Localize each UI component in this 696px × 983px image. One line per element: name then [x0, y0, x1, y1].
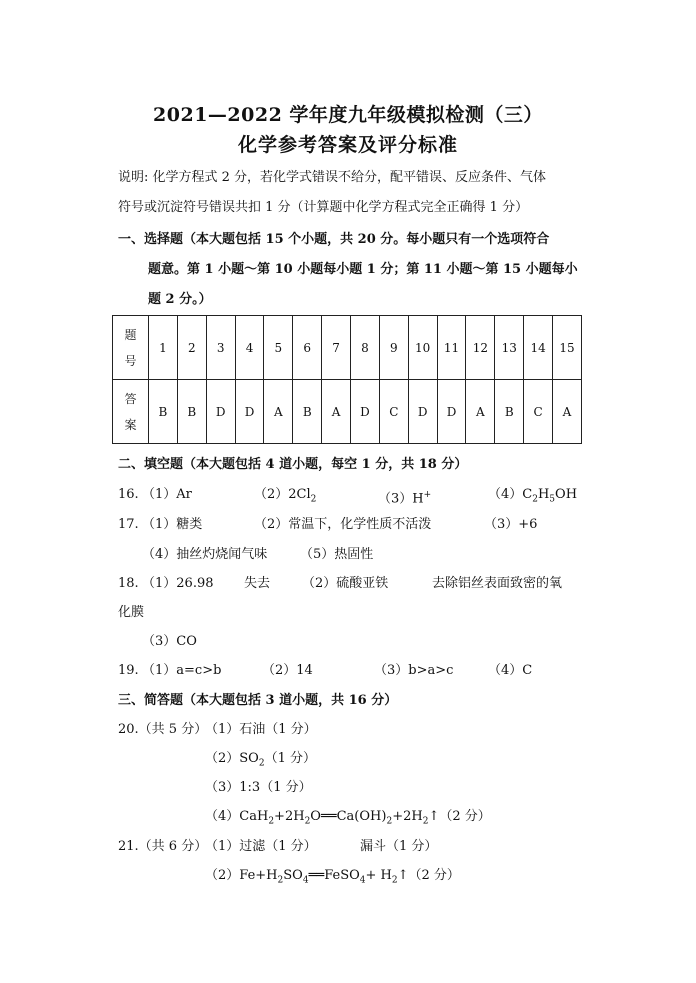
q21-answer-2-e: ↑（2 分）	[397, 868, 460, 883]
section1-heading-line-3: 题 2 分。）	[148, 292, 212, 307]
q20-answer-2-b: （1 分）	[264, 751, 316, 766]
answer-cell: A	[264, 380, 293, 444]
section1-heading-line-1: 一、选择题（本大题包括 15 个小题，共 20 分。每小题只有一个选项符合	[118, 232, 550, 247]
choice-answer-table	[112, 315, 582, 444]
q21-answer-1: （1）过滤（1 分）	[205, 839, 317, 854]
q17-number: 17.	[118, 517, 139, 532]
q16-answer-3-text: （3）H	[378, 491, 424, 507]
q19-answer-2: （2）14	[262, 663, 313, 678]
answer-cell: D	[408, 380, 437, 444]
q18-answer-2b: 去除铝丝表面致密的氧	[432, 576, 563, 591]
question-number: 10	[408, 316, 437, 380]
question-number: 4	[235, 316, 264, 380]
q16-answer-3	[378, 486, 431, 508]
q18-number: 18.	[118, 576, 139, 591]
q18-answer-1: （1）26.98	[142, 576, 214, 591]
question-number: 8	[351, 316, 380, 380]
q18-answer-1b: 失去	[244, 576, 271, 591]
q21-answer-2	[205, 867, 460, 890]
q16-answer-4-s1: 2	[532, 494, 538, 505]
q21-answer-2-s4: 2	[391, 875, 398, 886]
q18-answer-3: （3）CO	[142, 634, 197, 649]
answer-cell: D	[235, 380, 264, 444]
row-header-number-top: 题	[124, 327, 137, 342]
q21-answer-2-s2: 4	[302, 875, 309, 886]
q20-answer-4	[205, 808, 491, 831]
answer-cell: C	[524, 380, 553, 444]
q16-answer-4-a: （4）C	[488, 487, 533, 502]
q19-answer-3: （3）b>a>c	[374, 663, 454, 678]
question-number: 6	[293, 316, 322, 380]
note-line-1: 说明: 化学方程式 2 分，若化学式错误不给分，配平错误、反应条件、气体	[118, 170, 547, 185]
question-number: 2	[177, 316, 206, 380]
row-header-number-bottom: 号	[124, 353, 137, 368]
row-header-answer-top: 答	[124, 391, 137, 406]
section1-heading-line-2: 题意。第 1 小题～第 10 小题每小题 1 分；第 11 小题～第 15 小题每小	[148, 262, 578, 277]
q20-answer-4-d: +2H	[392, 809, 423, 824]
q16-answer-2-sub: 2	[310, 494, 317, 505]
q16-answer-2	[254, 486, 316, 509]
q18-answer-2c: 化膜	[118, 605, 145, 620]
q20-answer-4-e: ↑（2 分）	[428, 809, 491, 824]
question-number: 13	[495, 316, 524, 380]
q17-answer-1: （1）糖类	[142, 517, 203, 532]
q20-answer-3: （3）1:3（1 分）	[205, 780, 312, 795]
answer-cell: A	[466, 380, 495, 444]
row-header-number	[113, 316, 149, 380]
q16-answer-3-sup: +	[423, 490, 432, 500]
q16-number: 16.	[118, 487, 139, 502]
section2-heading: 二、填空题（本大题包括 4 道小题，每空 1 分，共 18 分）	[118, 457, 468, 472]
question-number: 5	[264, 316, 293, 380]
q21-answer-2-s3: 4	[359, 875, 366, 886]
answer-cell: D	[351, 380, 380, 444]
answer-cell: B	[177, 380, 206, 444]
q21-answer-1b: 漏斗（1 分）	[360, 839, 438, 854]
answer-cell: A	[322, 380, 351, 444]
q20-answer-4-s1: 2	[268, 816, 275, 827]
q17-answer-5: （5）热固性	[300, 547, 374, 562]
question-number: 7	[322, 316, 351, 380]
q20-answer-2-a: （2）SO	[205, 751, 259, 766]
answer-cell: A	[553, 380, 582, 444]
q19-answer-1: （1）a=c>b	[142, 663, 222, 678]
q21-number: 21.（共 6 分）	[118, 839, 208, 854]
page-subtitle: 化学参考答案及评分标准	[237, 134, 458, 156]
answer-cell: D	[437, 380, 466, 444]
answer-cell: B	[293, 380, 322, 444]
q20-answer-4-b: +2H	[274, 809, 305, 824]
q16-answer-4-mid: H	[537, 487, 550, 502]
question-number: 3	[206, 316, 235, 380]
note-line-2: 符号或沉淀符号错误共扣 1 分（计算题中化学方程式完全正确得 1 分）	[118, 200, 529, 215]
q20-answer-2-sub: 2	[258, 758, 265, 769]
answer-cell: B	[495, 380, 524, 444]
q16-answer-4-end: OH	[555, 487, 578, 502]
table-row-numbers	[113, 316, 582, 380]
q20-answer-4-s3: 2	[386, 816, 393, 827]
q19-number: 19.	[118, 663, 139, 678]
q21-answer-2-b: SO	[283, 868, 303, 883]
q17-answer-4: （4）抽丝灼烧闻气味	[142, 547, 268, 562]
question-number: 1	[149, 316, 178, 380]
q21-answer-2-d: + H	[365, 868, 392, 883]
answer-cell: D	[206, 380, 235, 444]
page-title: 2021—2022 学年度九年级模拟检测（三）	[153, 104, 543, 126]
q20-answer-4-s4: 2	[422, 816, 429, 827]
row-header-answer	[113, 380, 149, 444]
q18-answer-2: （2）硫酸亚铁	[302, 576, 389, 591]
question-number: 15	[553, 316, 582, 380]
q17-answer-2: （2）常温下，化学性质不活泼	[254, 517, 432, 532]
row-header-answer-bottom: 案	[124, 417, 137, 432]
q20-answer-4-a: （4）CaH	[205, 809, 269, 824]
q20-answer-4-s2: 2	[304, 816, 311, 827]
table-row-answers	[113, 380, 582, 444]
answer-cell: C	[379, 380, 408, 444]
q16-answer-2-text: （2）2Cl	[254, 487, 311, 502]
question-number: 14	[524, 316, 553, 380]
q16-answer-4	[488, 486, 577, 509]
question-number: 11	[437, 316, 466, 380]
q20-answer-2	[205, 750, 316, 773]
section3-heading: 三、简答题（本大题包括 3 道小题，共 16 分）	[118, 693, 398, 708]
question-number: 12	[466, 316, 495, 380]
q20-answer-4-c: O══Ca(OH)	[310, 809, 387, 824]
q16-answer-4-s2: 5	[549, 494, 556, 505]
q21-answer-2-c: ══FeSO	[308, 868, 360, 883]
answer-cell: B	[149, 380, 178, 444]
question-number: 9	[379, 316, 408, 380]
q20-answer-1: （1）石油（1 分）	[205, 722, 317, 737]
q20-number: 20.（共 5 分）	[118, 722, 208, 737]
q21-answer-2-a: （2）Fe+H	[205, 868, 278, 883]
q21-answer-2-s1: 2	[277, 875, 284, 886]
q16-answer-1: （1）Ar	[142, 487, 192, 502]
q19-answer-4: （4）C	[488, 663, 533, 678]
q17-answer-3: （3）+6	[484, 517, 538, 532]
